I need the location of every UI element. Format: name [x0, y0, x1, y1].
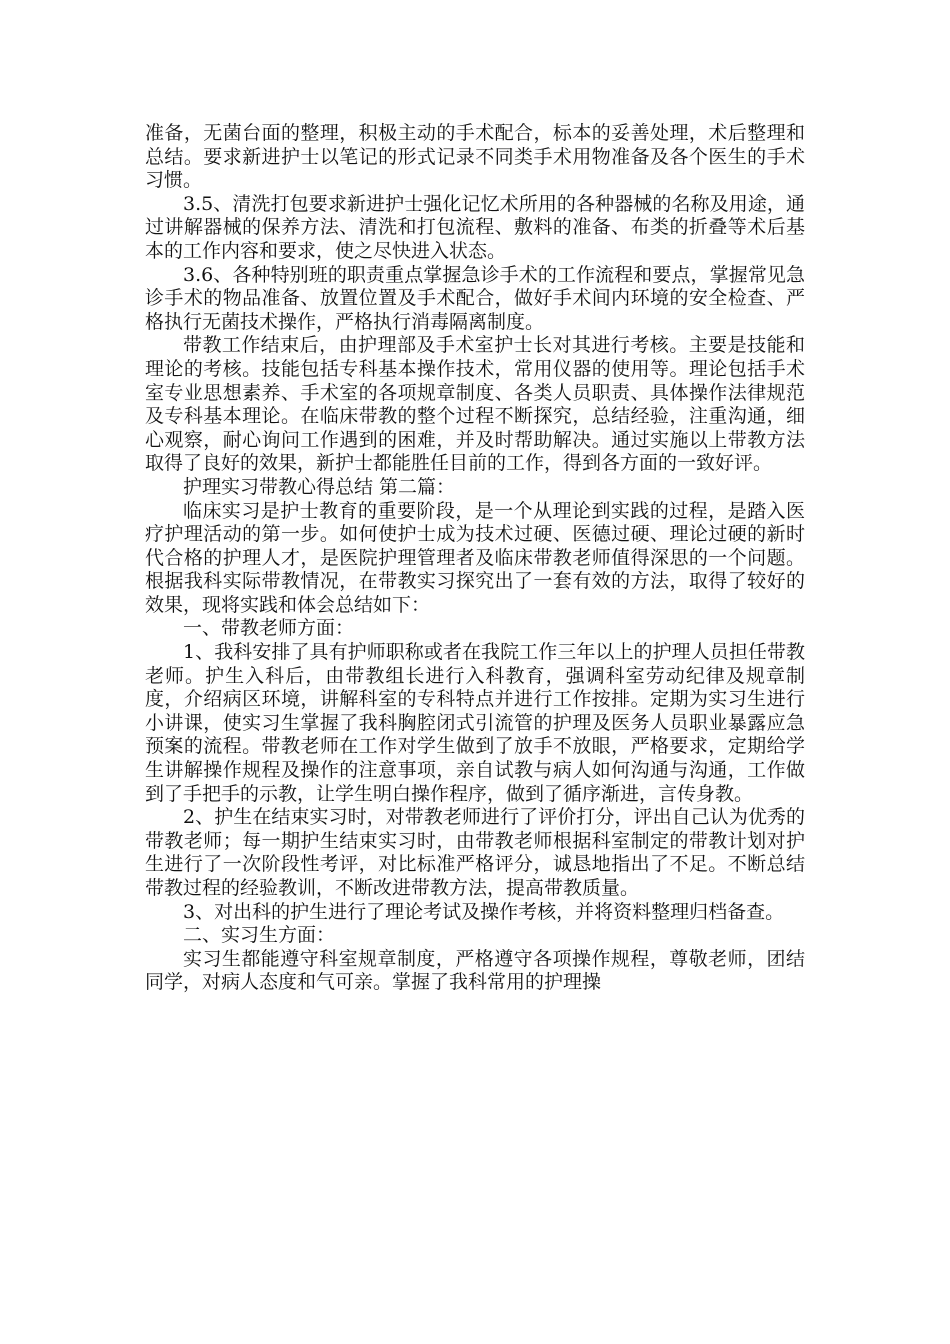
paragraph-teachers-2: 2、护生在结束实习时，对带教老师进行了评价打分，评出自己认为优秀的带教老师；每一期护生结束实习时，由带教老师根据科室制定的带教计划对护生进行了一次阶段性考评，对比标准严格评分，诚恳地指出了不足。不断总结带教过程的经验教训，不断改进带教方法，提高带教质量。 [145, 806, 805, 899]
paragraph-3-6: 3.6、各种特别班的职责重点掌握急诊手术的工作流程和要点，掌握常见急诊手术的物品准备、放置位置及手术配合，做好手术间内环境的安全检查、严格执行无菌技术操作，严格执行消毒隔离制度。 [145, 263, 805, 333]
paragraph-3-5: 3.5、清洗打包要求新进护士强化记忆术所用的各种器械的名称及用途，通过讲解器械的保养方法、清洗和打包流程、敷料的准备、布类的折叠等术后基本的工作内容和要求，使之尽快进入状态。 [145, 192, 805, 262]
section-heading-students: 二、实习生方面： [183, 924, 336, 947]
paragraph-assessment: 带教工作结束后，由护理部及手术室护士长对其进行考核。主要是技能和理论的考核。技能包括专科基本操作技术，常用仪器的使用等。理论包括手术室专业思想素养、手术室的各项规章制度、各类人员职责、具体操作法律规范及专科基本理论。在临床带教的整个过程不断探究，总结经验，注重沟通，细心观察，耐心询问工作遇到的困难，并及时帮助解决。通过实施以上带教方法取得了良好的效果，新护士都能胜任目前的工作，得到各方面的一致好评。 [145, 334, 805, 475]
document-body [145, 122, 805, 995]
section-heading-teachers: 一、带教老师方面： [183, 617, 355, 640]
paragraph-1: 准备，无菌台面的整理，积极主动的手术配合，标本的妥善处理，术后整理和总结。要求新进护士以笔记的形式记录不同类手术用物准备及各个医生的手术习惯。 [145, 122, 805, 192]
paragraph-teachers-3: 3、对出科的护生进行了理论考试及操作考核，并将资料整理归档备查。 [183, 900, 785, 923]
paragraph-students: 实习生都能遵守科室规章制度，严格遵守各项操作规程，尊敬老师，团结同学，对病人态度和气可亲。掌握了我科常用的护理操 [145, 947, 805, 994]
paragraph-intro: 临床实习是护士教育的重要阶段，是一个从理论到实践的过程，是踏入医疗护理活动的第一步。如何使护士成为技术过硬、医德过硬、理论过硬的新时代合格的护理人才，是医院护理管理者及临床带教老师值得深思的一个问题。根据我科实际带教情况，在带教实习探究出了一套有效的方法，取得了较好的效果，现将实践和体会总结如下： [145, 499, 805, 616]
section-heading-part-two: 护理实习带教心得总结 第二篇： [183, 475, 456, 498]
paragraph-teachers-1: 1、我科安排了具有护师职称或者在我院工作三年以上的护理人员担任带教老师。护生入科后，由带教组长进行入科教育，强调科室劳动纪律及规章制度，介绍病区环境，讲解科室的专科特点并进行工作按排。定期为实习生进行小讲课，使实习生掌握了我科胸腔闭式引流管的护理及医务人员职业暴露应急预案的流程。带教老师在工作对学生做到了放手不放眼，严格要求，定期给学生讲解操作规程及操作的注意事项，亲自试教与病人如何沟通与沟通，工作做到了手把手的示教，让学生明白操作程序，做到了循序渐进，言传身教。 [145, 641, 805, 805]
